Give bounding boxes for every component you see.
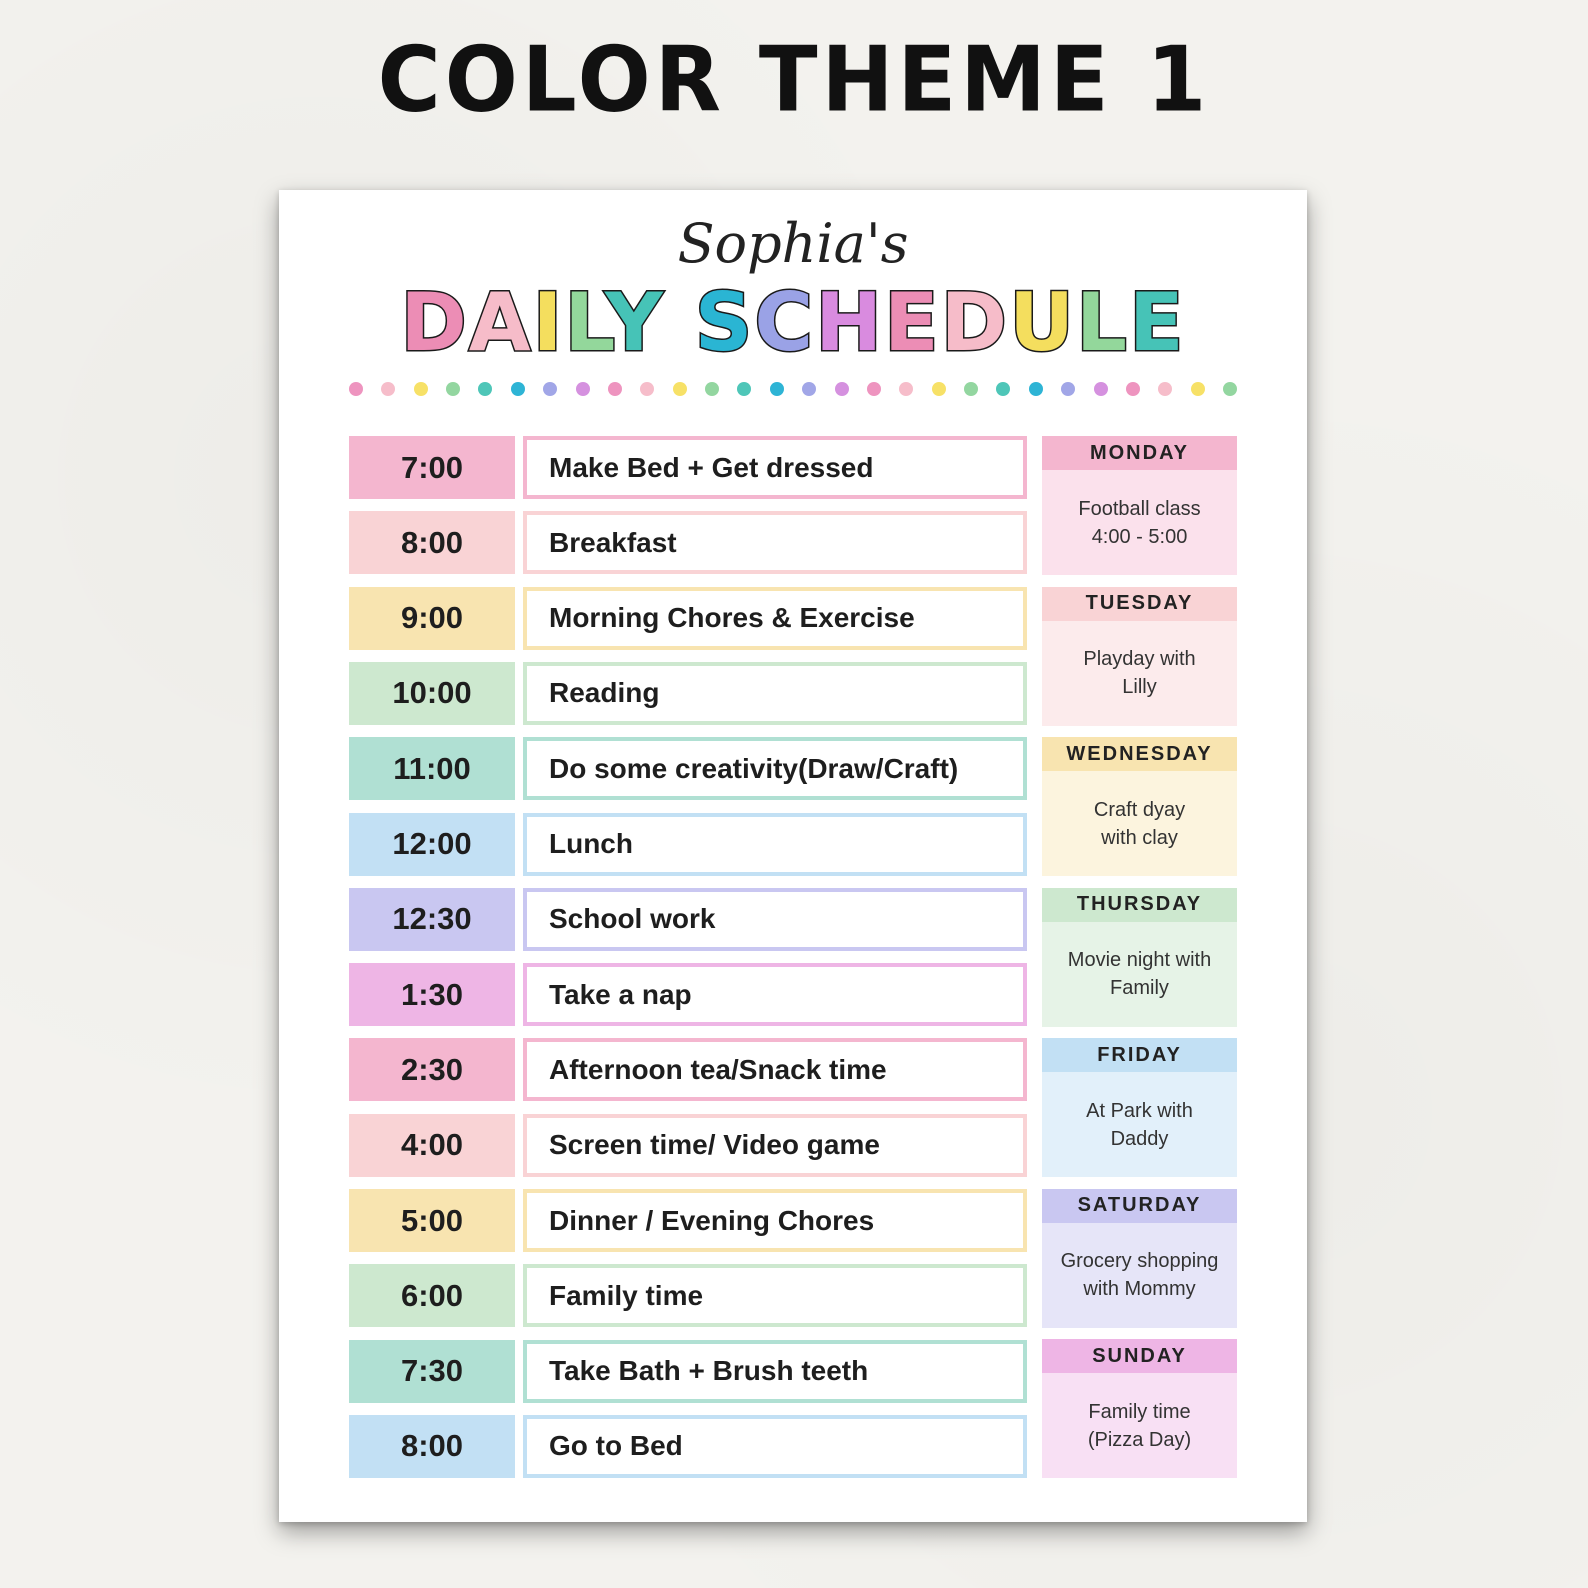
schedule-row bbox=[349, 436, 1029, 499]
divider-dot bbox=[867, 382, 881, 396]
schedule-row bbox=[349, 1415, 1029, 1478]
time-cell: 12:30 bbox=[349, 888, 515, 951]
schedule-sheet bbox=[279, 190, 1307, 1522]
time-cell: 8:00 bbox=[349, 1415, 515, 1478]
divider-dot bbox=[1061, 382, 1075, 396]
divider-dot bbox=[1191, 382, 1205, 396]
task-cell: Do some creativity(Draw/Craft) bbox=[523, 737, 1027, 800]
time-cell: 1:30 bbox=[349, 963, 515, 1026]
weekday-card bbox=[1042, 1339, 1237, 1478]
divider-dot bbox=[1094, 382, 1108, 396]
weekday-card bbox=[1042, 1038, 1237, 1177]
title-letter: A bbox=[468, 276, 533, 369]
schedule-row bbox=[349, 813, 1029, 876]
divider-dot bbox=[349, 382, 363, 396]
divider-dot bbox=[414, 382, 428, 396]
task-cell: Take a nap bbox=[523, 963, 1027, 1026]
task-cell: Go to Bed bbox=[523, 1415, 1027, 1478]
divider-dot bbox=[511, 382, 525, 396]
task-cell: School work bbox=[523, 888, 1027, 951]
weekday-note: Craft dyay with clay bbox=[1042, 771, 1237, 876]
weekday-card bbox=[1042, 587, 1237, 726]
divider-dot bbox=[576, 382, 590, 396]
dot-divider bbox=[349, 382, 1237, 402]
divider-dot bbox=[381, 382, 395, 396]
divider-dot bbox=[1029, 382, 1043, 396]
divider-dot bbox=[478, 382, 492, 396]
schedule-row bbox=[349, 511, 1029, 574]
task-cell: Take Bath + Brush teeth bbox=[523, 1340, 1027, 1403]
weekday-name: TUESDAY bbox=[1042, 587, 1237, 621]
schedule-row bbox=[349, 1114, 1029, 1177]
weekday-note: Playday with Lilly bbox=[1042, 621, 1237, 726]
time-cell: 12:00 bbox=[349, 813, 515, 876]
title-letter: H bbox=[815, 276, 885, 369]
weekday-note: Movie night with Family bbox=[1042, 922, 1237, 1027]
divider-dot bbox=[705, 382, 719, 396]
divider-dot bbox=[543, 382, 557, 396]
schedule-title bbox=[279, 276, 1307, 369]
time-cell: 9:00 bbox=[349, 587, 515, 650]
schedule-row bbox=[349, 587, 1029, 650]
task-cell: Afternoon tea/Snack time bbox=[523, 1038, 1027, 1101]
divider-dot bbox=[1223, 382, 1237, 396]
divider-dot bbox=[446, 382, 460, 396]
time-cell: 2:30 bbox=[349, 1038, 515, 1101]
divider-dot bbox=[932, 382, 946, 396]
time-cell: 7:00 bbox=[349, 436, 515, 499]
schedule-row bbox=[349, 1340, 1029, 1403]
schedule-row bbox=[349, 737, 1029, 800]
weekday-note: Grocery shopping with Mommy bbox=[1042, 1223, 1237, 1328]
title-letter: I bbox=[532, 276, 565, 369]
schedule-row bbox=[349, 1264, 1029, 1327]
divider-dot bbox=[737, 382, 751, 396]
divider-dot bbox=[964, 382, 978, 396]
weekday-name: FRIDAY bbox=[1042, 1038, 1237, 1072]
divider-dot bbox=[770, 382, 784, 396]
weekday-card bbox=[1042, 737, 1237, 876]
divider-dot bbox=[640, 382, 654, 396]
task-cell: Screen time/ Video game bbox=[523, 1114, 1027, 1177]
task-cell: Breakfast bbox=[523, 511, 1027, 574]
task-cell: Reading bbox=[523, 662, 1027, 725]
divider-dot bbox=[802, 382, 816, 396]
title-letter: U bbox=[1009, 276, 1077, 369]
divider-dot bbox=[608, 382, 622, 396]
divider-dot bbox=[996, 382, 1010, 396]
weekday-name: SUNDAY bbox=[1042, 1339, 1237, 1373]
weekday-card bbox=[1042, 436, 1237, 575]
title-letter: E bbox=[884, 276, 941, 369]
divider-dot bbox=[1126, 382, 1140, 396]
divider-dot bbox=[1158, 382, 1172, 396]
time-cell: 8:00 bbox=[349, 511, 515, 574]
time-cell: 10:00 bbox=[349, 662, 515, 725]
task-cell: Dinner / Evening Chores bbox=[523, 1189, 1027, 1252]
title-letter: Y bbox=[604, 276, 665, 369]
time-cell: 7:30 bbox=[349, 1340, 515, 1403]
time-cell: 5:00 bbox=[349, 1189, 515, 1252]
weekday-card bbox=[1042, 888, 1237, 1027]
time-cell: 4:00 bbox=[349, 1114, 515, 1177]
task-cell: Morning Chores & Exercise bbox=[523, 587, 1027, 650]
schedule-row bbox=[349, 1038, 1029, 1101]
title-letter: L bbox=[564, 276, 605, 369]
schedule-row bbox=[349, 888, 1029, 951]
title-letter: D bbox=[940, 276, 1010, 369]
title-letter: C bbox=[754, 276, 816, 369]
task-cell: Make Bed + Get dressed bbox=[523, 436, 1027, 499]
title-letter: D bbox=[400, 276, 469, 369]
divider-dot bbox=[899, 382, 913, 396]
weekday-name: MONDAY bbox=[1042, 436, 1237, 470]
weekday-note: Football class 4:00 - 5:00 bbox=[1042, 470, 1237, 575]
weekday-name: SATURDAY bbox=[1042, 1189, 1237, 1223]
schedule-row bbox=[349, 963, 1029, 1026]
weekday-note: At Park with Daddy bbox=[1042, 1072, 1237, 1177]
divider-dot bbox=[673, 382, 687, 396]
title-letter: L bbox=[1076, 276, 1130, 369]
weekday-note: Family time (Pizza Day) bbox=[1042, 1373, 1237, 1478]
weekday-card bbox=[1042, 1189, 1237, 1328]
title-letter: S bbox=[694, 276, 755, 369]
time-cell: 6:00 bbox=[349, 1264, 515, 1327]
weekday-name: WEDNESDAY bbox=[1042, 737, 1237, 771]
task-cell: Family time bbox=[523, 1264, 1027, 1327]
weekday-name: THURSDAY bbox=[1042, 888, 1237, 922]
task-cell: Lunch bbox=[523, 813, 1027, 876]
banner-title: COLOR THEME 1 bbox=[377, 27, 1211, 133]
owner-name: Sophia's bbox=[677, 212, 909, 275]
schedule-row bbox=[349, 1189, 1029, 1252]
schedule-row bbox=[349, 662, 1029, 725]
divider-dot bbox=[835, 382, 849, 396]
time-cell: 11:00 bbox=[349, 737, 515, 800]
title-letter: E bbox=[1129, 276, 1186, 369]
title-letter bbox=[665, 276, 695, 369]
